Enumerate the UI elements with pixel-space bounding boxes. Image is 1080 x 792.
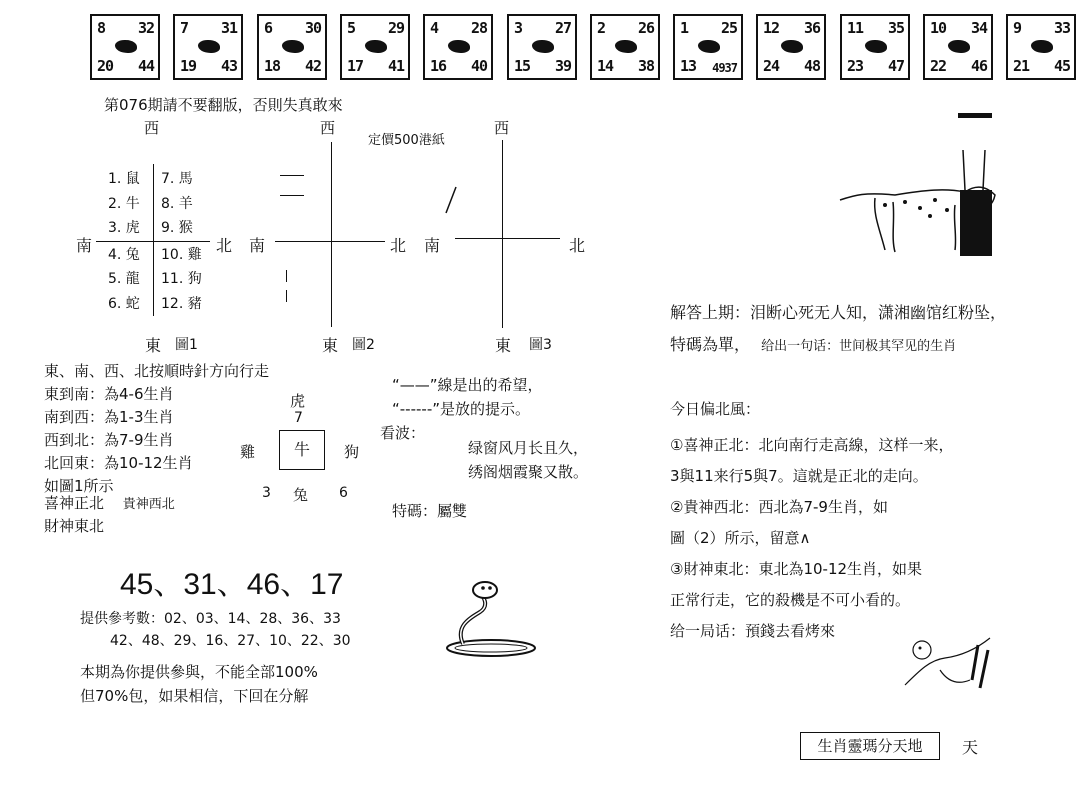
- number-box: [590, 14, 660, 80]
- fig3-east: 東: [495, 336, 512, 355]
- stamp-tail: 天: [962, 738, 979, 757]
- god-wealth: 財神東北: [44, 517, 105, 535]
- box-number-br: 45: [1053, 57, 1070, 75]
- box-number-br: 41: [387, 57, 404, 75]
- fig2-solid-mark: [280, 175, 304, 176]
- rule-line: 如圖1所示: [44, 477, 114, 495]
- special-code: 特碼：屬雙: [392, 502, 468, 520]
- box-number-tl: 7: [180, 19, 189, 37]
- zodiac-silhouette-icon: [781, 40, 803, 53]
- fig1-vertical-axis: [153, 164, 154, 316]
- zodiac-item: 5. 龍: [108, 271, 140, 287]
- box-number-bl: 18: [264, 57, 281, 75]
- zodiac-silhouette-icon: [1031, 40, 1053, 53]
- wheel-left: 雞: [240, 443, 256, 461]
- box-number-tl: 3: [514, 19, 523, 37]
- today-item: 给一局话：預錢去看烤來: [670, 622, 836, 640]
- number-box: [90, 14, 160, 80]
- fig2-east: 東: [322, 336, 339, 355]
- box-number-br: 48: [803, 57, 820, 75]
- number-box: [1006, 14, 1076, 80]
- fig1-west: 西: [144, 119, 160, 137]
- wheel-top: 虎: [290, 392, 306, 410]
- box-number-tr: 32: [137, 19, 154, 37]
- fig2-south: 南: [249, 236, 266, 255]
- fig1-south: 南: [76, 236, 93, 255]
- zodiac-silhouette-icon: [698, 40, 720, 53]
- legend-look: 看波：: [380, 424, 426, 442]
- box-number-br: 4937: [712, 61, 737, 75]
- today-item: ②貴神西北：西北為7-9生肖，如: [670, 498, 888, 516]
- box-number-tl: 10: [930, 19, 947, 37]
- box-number-bl: 19: [180, 57, 197, 75]
- box-number-bl: 17: [347, 57, 364, 75]
- number-box: [507, 14, 577, 80]
- rule-line: 南到西：為1-3生肖: [44, 408, 174, 426]
- box-number-bl: 24: [763, 57, 780, 75]
- zodiac-silhouette-icon: [282, 40, 304, 53]
- stamp-label: 生肖靈瑪分天地: [800, 732, 940, 760]
- box-number-tl: 9: [1013, 19, 1022, 37]
- rule-line: 西到北：為7-9生肖: [44, 431, 174, 449]
- zodiac-item: 7. 馬: [161, 171, 193, 187]
- box-number-tr: 26: [637, 19, 654, 37]
- reference-numbers-2: 42、48、29、16、27、10、22、30: [110, 633, 351, 649]
- box-number-tr: 31: [220, 19, 237, 37]
- zodiac-item: 2. 牛: [108, 195, 140, 212]
- main-numbers: 45、31、46、17: [120, 568, 344, 601]
- wheel-bottom-left: 3: [262, 485, 271, 501]
- answer-prev: 解答上期：泪断心死无人知，潇湘幽馆红粉坠，: [670, 303, 1007, 322]
- today-wind: 今日偏北風：: [670, 400, 761, 418]
- wheel-right: 狗: [344, 443, 360, 461]
- zodiac-silhouette-icon: [615, 40, 637, 53]
- box-number-br: 38: [637, 57, 654, 75]
- zodiac-item: 11. 狗: [161, 271, 202, 287]
- dalmatian-illustration: [835, 150, 1015, 265]
- zodiac-silhouette-icon: [198, 40, 220, 53]
- today-item: 3與11来行5與7。這就是正北的走向。: [670, 467, 928, 485]
- box-number-tr: 29: [387, 19, 404, 37]
- number-box: [257, 14, 327, 80]
- legend-solid: “——”線是出的希望，: [392, 376, 543, 394]
- zodiac-item: 8. 羊: [161, 195, 193, 212]
- number-box: [840, 14, 910, 80]
- fig1-label: 圖1: [175, 337, 198, 353]
- decorative-dash: [958, 113, 992, 118]
- rules-lines: [44, 383, 193, 498]
- box-number-br: 43: [220, 57, 237, 75]
- today-item: ③財神東北：東北為10-12生肖，如果: [670, 560, 923, 578]
- poem-line-1: 绿窗风月长且久，: [468, 439, 589, 457]
- box-number-tl: 4: [430, 19, 439, 37]
- box-number-tl: 1: [680, 19, 689, 37]
- zodiac-silhouette-icon: [365, 40, 387, 53]
- zodiac-item: 1. 鼠: [108, 171, 140, 187]
- box-number-tr: 25: [720, 19, 737, 37]
- zodiac-silhouette-icon: [448, 40, 470, 53]
- box-number-tl: 2: [597, 19, 606, 37]
- fig2-solid-mark: [280, 195, 304, 196]
- rule-line: 北回東：為10-12生肖: [44, 454, 193, 472]
- fig2-label: 圖2: [352, 337, 375, 353]
- fig2-north: 北: [390, 236, 407, 255]
- box-number-tr: 36: [803, 19, 820, 37]
- wheel-center: 牛: [279, 430, 325, 470]
- box-number-bl: 13: [680, 57, 697, 75]
- box-number-tr: 30: [304, 19, 321, 37]
- zodiac-item: 9. 猴: [161, 220, 193, 236]
- box-number-tr: 27: [554, 19, 571, 37]
- reference-numbers-1: 提供參考數：02、03、14、28、36、33: [80, 611, 341, 627]
- legend-dashed: “------”是放的提示。: [392, 400, 531, 418]
- fig3-north: 北: [569, 236, 586, 255]
- box-number-tl: 8: [97, 19, 106, 37]
- today-item: 圖（2）所示，留意∧: [670, 529, 811, 547]
- today-items: [670, 430, 953, 647]
- god-noble: 貴神西北: [122, 497, 175, 512]
- god-joy: 喜神正北: [44, 494, 105, 512]
- box-number-tl: 12: [763, 19, 780, 37]
- fig3-horizontal-axis: [455, 238, 560, 239]
- zodiac-item: 12. 豬: [161, 295, 202, 312]
- wheel-bottom: 兔: [293, 486, 309, 504]
- answer-note: 给出一句话：世间极其罕见的生肖: [761, 339, 957, 354]
- box-number-br: 39: [554, 57, 571, 75]
- fig2-west: 西: [320, 119, 336, 137]
- fig2-vertical-axis: [331, 142, 332, 327]
- number-box: [423, 14, 493, 80]
- box-number-tr: 34: [970, 19, 987, 37]
- today-item: 正常行走，它的殺機是不可小看的。: [670, 591, 911, 609]
- zodiac-list-right: [161, 167, 202, 316]
- box-number-br: 44: [137, 57, 154, 75]
- poem-line-2: 绣阁烟霞聚又散。: [468, 463, 589, 481]
- box-number-tl: 11: [847, 19, 864, 37]
- zodiac-list-left: [108, 167, 140, 316]
- fig2-dashed-mark: [286, 290, 287, 302]
- box-number-bl: 15: [514, 57, 531, 75]
- box-number-br: 47: [887, 57, 904, 75]
- box-number-br: 46: [970, 57, 987, 75]
- box-number-bl: 22: [930, 57, 947, 75]
- footer-note-2: 但70%包，如果相信，下回在分解: [80, 687, 309, 705]
- cartoon-sketch: [900, 630, 1010, 695]
- box-number-bl: 20: [97, 57, 114, 75]
- number-box: [923, 14, 993, 80]
- footer-note-1: 本期為你提供參與，不能全部100%: [80, 663, 318, 681]
- box-number-bl: 14: [597, 57, 614, 75]
- number-box: [756, 14, 826, 80]
- zodiac-silhouette-icon: [532, 40, 554, 53]
- price-label: 定價500港紙: [368, 133, 445, 148]
- today-item: ①喜神正北：北向南行走高線，这样一来，: [670, 436, 954, 454]
- zodiac-item: 6. 蛇: [108, 295, 140, 312]
- issue-line: 第076期請不要翻版，否則失真敢來: [104, 96, 343, 114]
- wheel-top-num: 7: [294, 410, 303, 426]
- zodiac-item: 4. 兔: [108, 246, 140, 263]
- fig3-west: 西: [494, 119, 510, 137]
- fig3-slash-mark: [442, 185, 460, 215]
- snake-illustration: [425, 578, 540, 660]
- box-number-tl: 6: [264, 19, 273, 37]
- zodiac-silhouette-icon: [115, 40, 137, 53]
- fig2-horizontal-axis: [275, 241, 385, 242]
- fig1-north: 北: [216, 236, 233, 255]
- box-number-tr: 33: [1053, 19, 1070, 37]
- zodiac-silhouette-icon: [948, 40, 970, 53]
- rules-intro: 東、南、西、北按順時針方向行走: [44, 362, 270, 380]
- fig2-dashed-mark: [286, 270, 287, 282]
- zodiac-silhouette-icon: [865, 40, 887, 53]
- box-number-tr: 35: [887, 19, 904, 37]
- zodiac-item: 10. 雞: [161, 246, 202, 263]
- box-number-bl: 16: [430, 57, 447, 75]
- answer-prev-2: [670, 332, 956, 355]
- fig3-south: 南: [424, 236, 441, 255]
- number-box: [173, 14, 243, 80]
- fig1-east: 東: [145, 336, 162, 355]
- box-number-bl: 21: [1013, 57, 1030, 75]
- number-box: [340, 14, 410, 80]
- box-number-br: 40: [470, 57, 487, 75]
- rule-line: 東到南：為4-6生肖: [44, 385, 174, 403]
- fig3-vertical-axis: [502, 140, 503, 328]
- box-number-br: 42: [304, 57, 321, 75]
- zodiac-item: 3. 虎: [108, 220, 140, 236]
- wheel-bottom-right: 6: [339, 485, 348, 501]
- fig3-label: 圖3: [529, 337, 552, 353]
- god-line-1: [44, 492, 175, 513]
- box-number-bl: 23: [847, 57, 864, 75]
- box-number-tr: 28: [470, 19, 487, 37]
- box-number-tl: 5: [347, 19, 356, 37]
- number-box: [673, 14, 743, 80]
- answer-special-odd: 特碼為單，: [670, 335, 751, 354]
